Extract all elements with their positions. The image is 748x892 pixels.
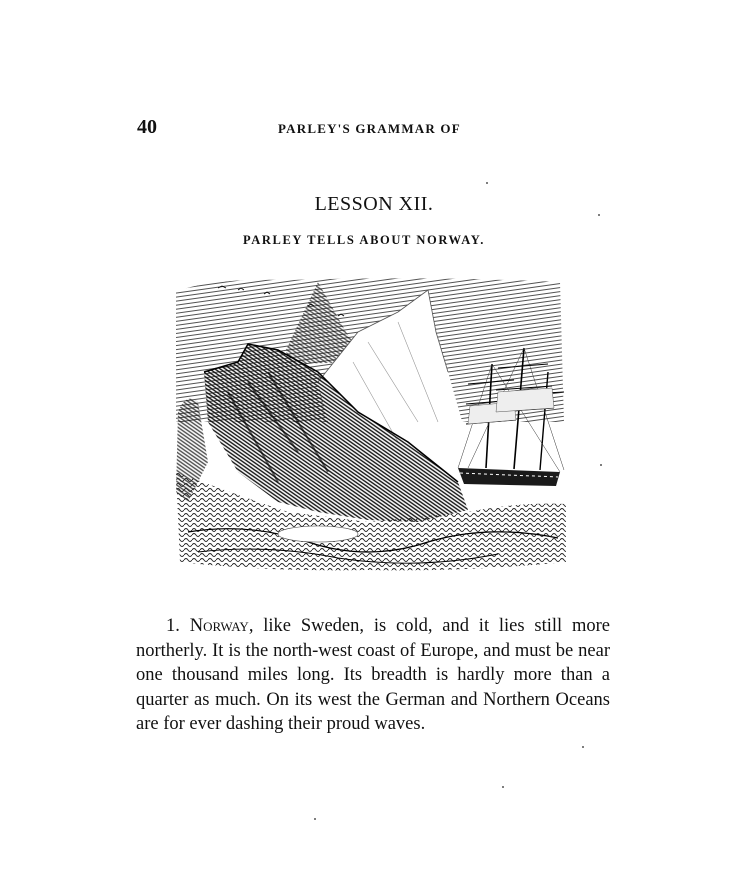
scan-speck bbox=[598, 214, 600, 216]
paragraph-1 bbox=[136, 614, 610, 737]
paragraph-number: 1. bbox=[166, 616, 180, 636]
lesson-subtitle: PARLEY TELLS ABOUT NORWAY. bbox=[243, 233, 485, 247]
scan-speck bbox=[314, 818, 316, 820]
scan-speck bbox=[582, 746, 584, 748]
page-number: 40 bbox=[137, 116, 157, 138]
lesson-title bbox=[0, 193, 748, 216]
paragraph-text: , like Sweden, is cold, and it lies still more northerly. It is the north-west coast of Europe, and must be near one thousand miles long. Its breadth is hardly more than a quarter as much. On its west the German and Northern Oceans are for ever dashing their proud waves. bbox=[136, 616, 610, 734]
scan-speck bbox=[486, 182, 488, 184]
scan-speck bbox=[502, 786, 504, 788]
running-head: PARLEY'S GRAMMAR OF bbox=[278, 121, 461, 136]
scan-speck bbox=[600, 464, 602, 466]
lesson-title-text: LESSON XII. bbox=[314, 193, 434, 215]
lead-word: Norway bbox=[189, 616, 249, 636]
ship-and-iceberg-engraving bbox=[168, 272, 572, 578]
